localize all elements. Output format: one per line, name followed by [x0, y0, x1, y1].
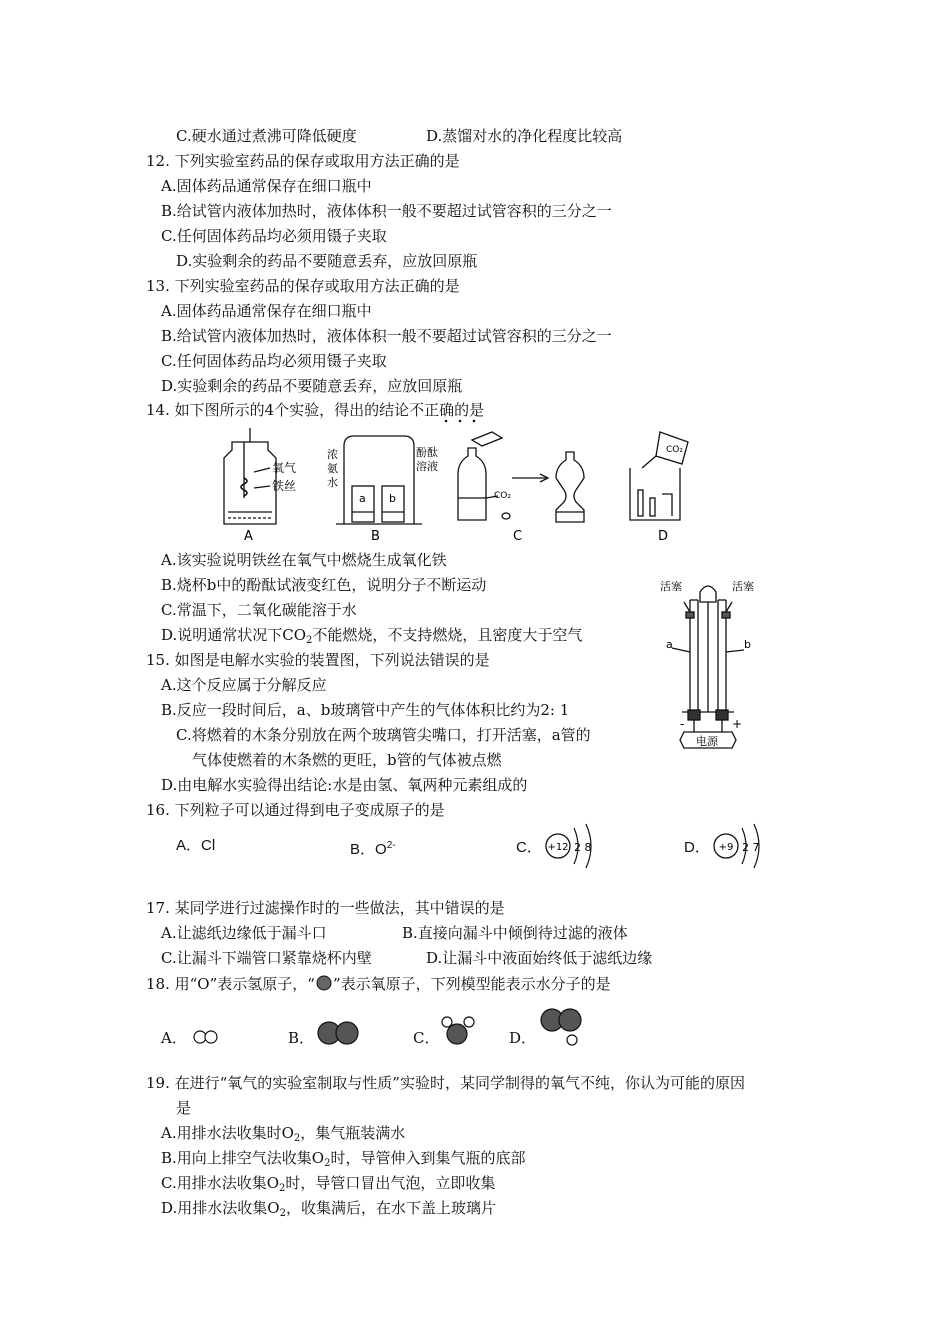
q14-figure [210, 428, 690, 548]
q18-option-d: D． [509, 1029, 537, 1047]
label-ammonia-2: 氨 [327, 462, 338, 475]
electrolysis-figure [650, 572, 760, 752]
q14-d-sub: 2 [306, 635, 313, 646]
q17-option-d: D.让漏斗中液面始终低于滤纸边缘 [426, 949, 653, 967]
label-power: 电源 [696, 735, 718, 748]
figure-a-gas-jar [224, 428, 276, 524]
label-positive: + [732, 717, 743, 731]
q18-b-model [316, 1020, 362, 1046]
q15-option-c-line1: C.将燃着的木条分别放在两个玻璃管尖嘴口，打开活塞，a管的 [176, 726, 591, 744]
q13-option-b: B.给试管内液体加热时，液体体积一般不要超过试管容积的三分之一 [161, 327, 612, 345]
q17-option-b: B.直接向漏斗中倾倒待过滤的液体 [402, 924, 628, 942]
q19-b-pre: B.用向上排空气法收集O [161, 1149, 325, 1167]
q19-stem-line2: 是 [176, 1099, 192, 1117]
q19-d-pre: D.用排水法收集O [161, 1199, 280, 1217]
q19-a-post: ，集气瓶装满水 [300, 1124, 406, 1142]
q16-d-shells: 2 7 [742, 841, 760, 854]
q16-stem: 16. 下列粒子可以通过得到电子变成原子的是 [146, 801, 445, 819]
label-phenol-2: 溶液 [416, 460, 438, 473]
q12-option-c: C.任何固体药品均必须用镊子夹取 [161, 227, 387, 245]
q11-option-d: D.蒸馏对水的净化程度比较高 [426, 127, 623, 145]
label-ammonia-3: 水 [327, 476, 338, 489]
q18-d-model [538, 1004, 586, 1048]
label-beaker-a: a [359, 492, 366, 505]
q16-b-sup: 2- [386, 840, 396, 851]
q19-option-b [161, 1148, 525, 1174]
q19-a-pre: A.用排水法收集时O [161, 1124, 294, 1142]
q11-option-c: C.硬水通过煮沸可降低硬度 [176, 127, 357, 145]
q16-c-shells: 2 8 [574, 841, 592, 854]
label-tube-a: a [666, 638, 673, 651]
q16-option-d: D． [684, 839, 710, 856]
q19-a-sub: 2 [293, 1133, 301, 1144]
q15-option-b: B.反应一段时间后，a、b玻璃管中产生的气体体积比约为2: 1 [161, 701, 570, 719]
q15-stem: 15. 如图是电解水实验的装置图，下列说法错误的是 [146, 651, 490, 669]
figure-c-bottles [458, 432, 584, 522]
label-beaker-b: b [389, 492, 396, 505]
q18-stem [146, 974, 611, 994]
q15-option-a: A.这个反应属于分解反应 [161, 676, 327, 694]
label-valve-right: 活塞 [732, 580, 754, 593]
label-co2-d: CO₂ [666, 445, 683, 455]
oxygen-atom-icon [315, 975, 333, 991]
q13-option-d: D.实验剩余的药品不要随意丢弃，应放回原瓶 [161, 377, 463, 395]
q16-option-c: C． [516, 839, 542, 856]
q18-stem-2: ”表示氧原子，下列模型能表示水分子的是 [332, 975, 611, 993]
q17-stem: 17. 某同学进行过滤操作时的一些做法，其中错误的是 [146, 899, 505, 917]
q19-b-sub: 2 [324, 1158, 331, 1169]
q14-option-a: A.该实验说明铁丝在氧气中燃烧生成氧化铁 [161, 551, 447, 569]
q17-option-a: A.让滤纸边缘低于漏斗口 [161, 924, 327, 942]
label-fig-d: D [658, 529, 669, 544]
emphasis-dots [440, 418, 480, 424]
q19-c-pre: C.用排水法收集O [161, 1174, 280, 1192]
q14-stem: 14. 如下图所示的4个实验，得出的结论不正确的是 [146, 401, 485, 419]
q12-option-a: A.固体药品通常保存在细口瓶中 [161, 177, 372, 195]
figure-b-bell-jar [336, 436, 422, 524]
q13-option-a: A.固体药品通常保存在细口瓶中 [161, 302, 372, 320]
q13-option-c: C.任何固体药品均必须用镊子夹取 [161, 352, 387, 370]
q18-option-b: B． [288, 1029, 315, 1047]
label-valve-left: 活塞 [660, 580, 682, 593]
q18-option-a: A． [161, 1029, 187, 1047]
q18-stem-1: 18. 用“O”表示氢原子，“ [146, 975, 315, 993]
label-tube-b: b [744, 638, 751, 651]
label-iron-wire: 铁丝 [272, 479, 297, 493]
label-fig-c: C [513, 529, 523, 544]
q19-d-post: ，收集满后，在水下盖上玻璃片 [285, 1199, 496, 1217]
q16-option-b [350, 836, 396, 860]
q14-option-c: C.常温下，二氧化碳能溶于水 [161, 601, 357, 619]
q19-c-post: 时，导管口冒出气泡，立即收集 [285, 1174, 496, 1192]
q12-option-b: B.给试管内液体加热时，液体体积一般不要超过试管容积的三分之一 [161, 202, 612, 220]
q13-stem: 13. 下列实验室药品的保存或取用方法正确的是 [146, 277, 460, 295]
q17-option-c: C.让漏斗下端管口紧靠烧杯内壁 [161, 949, 372, 967]
q19-option-d [161, 1198, 496, 1224]
q16-c-atom-diagram [540, 820, 610, 872]
label-ammonia-1: 浓 [327, 448, 338, 461]
q19-b-post: 时，导管伸入到集气瓶的底部 [330, 1149, 526, 1167]
q19-option-a [161, 1123, 405, 1149]
q16-d-nucleus: +9 [718, 842, 734, 853]
q14-option-b: B.烧杯b中的酚酞试液变红色，说明分子不断运动 [161, 576, 487, 594]
q19-option-c [161, 1173, 495, 1199]
q15-option-d: D.由电解水实验得出结论:水是由氢、氧两种元素组成的 [161, 776, 528, 794]
q18-option-c: C． [413, 1029, 440, 1047]
q14-option-d [161, 625, 582, 651]
q15-option-c-line2: 气体使燃着的木条燃的更旺，b管的气体被点燃 [192, 751, 502, 769]
q16-d-atom-diagram [708, 820, 778, 872]
label-co2-c: CO₂ [494, 491, 511, 501]
label-fig-b: B [371, 529, 380, 544]
label-phenol-1: 酚酞 [416, 446, 438, 459]
q12-option-d: D.实验剩余的药品不要随意丢弃，应放回原瓶 [176, 252, 478, 270]
q19-stem-line1: 19. 在进行“氧气的实验室制取与性质”实验时，某同学制得的氧气不纯，你认为可能的原因 [146, 1074, 745, 1092]
q16-c-nucleus: +12 [547, 842, 569, 853]
q16-option-a: A．Cl [176, 837, 216, 854]
label-fig-a: A [244, 529, 253, 544]
q16-b-pre: B．O [350, 841, 387, 858]
label-oxygen: 氧气 [272, 461, 297, 475]
q19-d-sub: 2 [279, 1208, 286, 1219]
q14-d-pre: D.说明通常状况下CO [161, 626, 307, 644]
q19-c-sub: 2 [279, 1183, 286, 1194]
q18-c-model [440, 1014, 476, 1046]
label-negative: - [680, 717, 685, 731]
q14-d-post: 不能燃烧，不支持燃烧，且密度大于空气 [312, 626, 583, 644]
q12-stem: 12. 下列实验室药品的保存或取用方法正确的是 [146, 152, 460, 170]
q18-a-model [192, 1028, 222, 1046]
